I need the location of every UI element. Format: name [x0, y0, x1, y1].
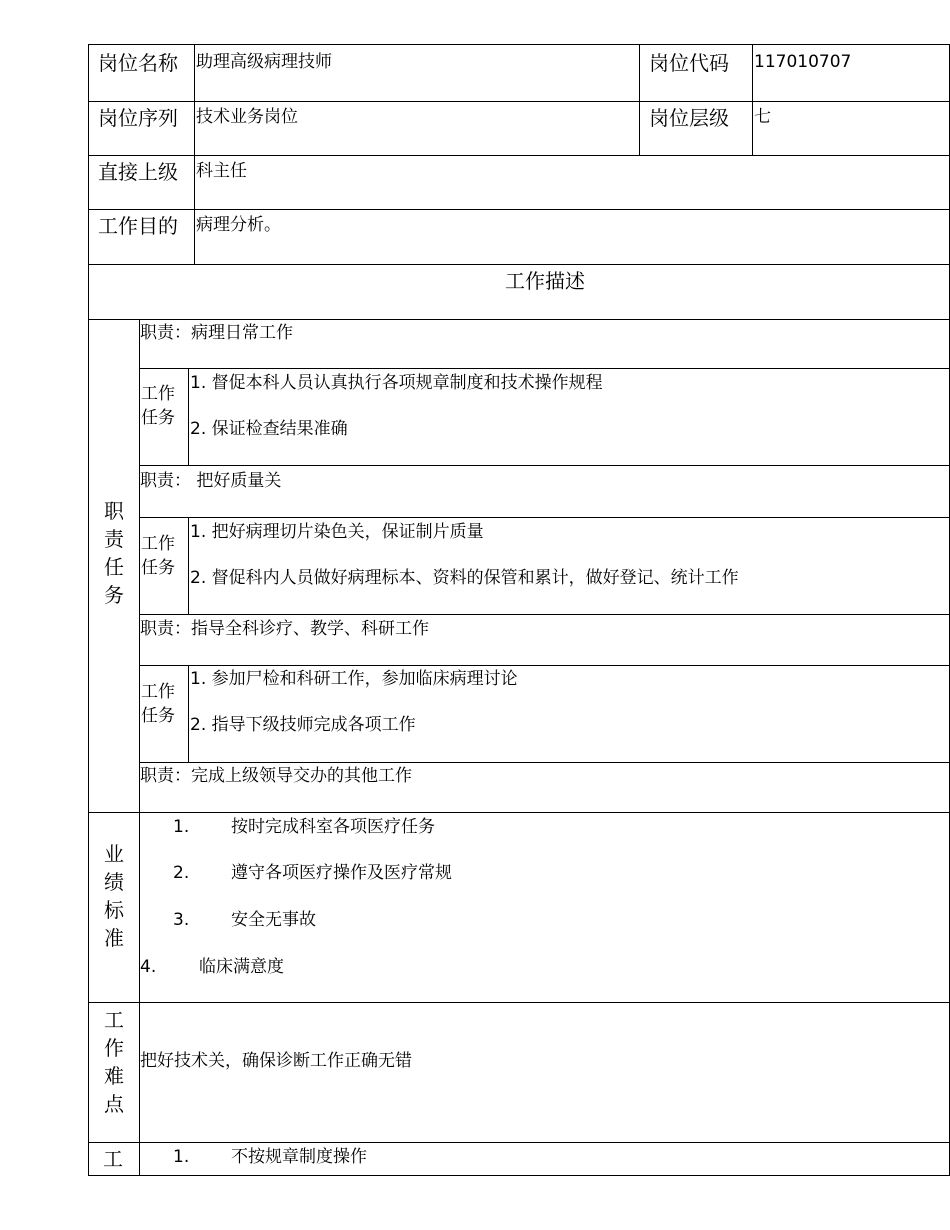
border [88, 101, 950, 102]
difficulty-text: 把好技术关，确保诊断工作正确无错 [140, 1051, 412, 1071]
label-char: 绩 [104, 870, 124, 894]
performance-item: 临床满意度 [199, 957, 284, 977]
position-series-value: 技术业务岗位 [196, 107, 298, 127]
border [139, 319, 140, 1176]
duty-task: 1. 督促本科人员认真执行各项规章制度和技术操作规程 [190, 373, 603, 393]
task-label-line: 工作 [141, 682, 175, 702]
border [139, 368, 950, 369]
border [88, 155, 950, 156]
border [752, 44, 753, 156]
work-description-title: 工作描述 [505, 269, 585, 293]
label-char: 职 [104, 499, 124, 523]
position-code-label: 岗位代码 [649, 51, 729, 75]
label-char: 工 [104, 1008, 124, 1032]
performance-item: 安全无事故 [231, 910, 316, 930]
supervisor-label: 直接上级 [98, 160, 178, 184]
duty-task: 1. 参加尸检和科研工作，参加临床病理讨论 [190, 669, 518, 689]
duty-title: 职责：指导全科诊疗、教学、科研工作 [140, 619, 429, 639]
border [139, 517, 950, 518]
performance-num: 2. [173, 863, 190, 883]
border [88, 1002, 950, 1003]
duties-section-label [89, 497, 139, 609]
task-label-line: 任务 [141, 408, 175, 428]
position-name-label: 岗位名称 [98, 51, 178, 75]
purpose-value: 病理分析。 [196, 215, 281, 235]
label-char: 业 [104, 842, 124, 866]
duty-title: 职责：完成上级领导交办的其他工作 [140, 766, 412, 786]
duty-task: 2. 保证检查结果准确 [190, 419, 348, 439]
label-char: 作 [104, 1036, 124, 1060]
performance-item: 遵守各项医疗操作及医疗常规 [231, 863, 452, 883]
performance-item: 按时完成科室各项医疗任务 [231, 817, 435, 837]
task-label [141, 382, 189, 430]
duty-task: 2. 指导下级技师完成各项工作 [190, 715, 416, 735]
border [639, 44, 640, 156]
purpose-label: 工作目的 [98, 214, 178, 238]
position-level-label: 岗位层级 [649, 106, 729, 130]
border [194, 44, 195, 265]
duty-title: 职责： 把好质量关 [140, 471, 282, 491]
label-char: 准 [104, 926, 124, 950]
label-char: 标 [104, 898, 124, 922]
label-char: 务 [104, 583, 124, 607]
task-label-line: 工作 [141, 534, 175, 554]
position-level-value: 七 [754, 107, 771, 127]
duty-title: 职责：病理日常工作 [140, 323, 293, 343]
border [88, 1175, 950, 1176]
duty-task: 2. 督促科内人员做好病理标本、资料的保管和累计，做好登记、统计工作 [190, 568, 739, 588]
task-label [141, 680, 189, 728]
duty-task: 1. 把好病理切片染色关，保证制片质量 [190, 522, 484, 542]
performance-num: 4. [140, 957, 157, 977]
label-char: 责 [104, 527, 124, 551]
last-section-num: 1. [173, 1147, 190, 1167]
performance-label [89, 840, 139, 952]
border [88, 812, 950, 813]
performance-num: 1. [173, 817, 190, 837]
task-label-line: 任务 [141, 706, 175, 726]
border [88, 1142, 950, 1143]
border [88, 44, 950, 45]
label-char: 任 [104, 555, 124, 579]
task-label-line: 工作 [141, 384, 175, 404]
performance-num: 3. [173, 910, 190, 930]
last-section-label: 工 [103, 1147, 123, 1171]
border [88, 209, 950, 210]
border [139, 465, 950, 466]
position-name-value: 助理高级病理技师 [196, 52, 332, 72]
position-code-value: 117010707 [754, 52, 852, 72]
difficulty-label [89, 1006, 139, 1118]
border [139, 665, 950, 666]
label-char: 难 [104, 1064, 124, 1088]
position-series-label: 岗位序列 [98, 106, 178, 130]
border [139, 762, 950, 763]
border [88, 319, 950, 320]
task-label [141, 532, 189, 580]
border [139, 614, 950, 615]
supervisor-value: 科主任 [196, 161, 247, 181]
last-section-item: 不按规章制度操作 [231, 1147, 367, 1167]
task-label-line: 任务 [141, 558, 175, 578]
border [88, 264, 950, 265]
label-char: 点 [104, 1092, 124, 1116]
